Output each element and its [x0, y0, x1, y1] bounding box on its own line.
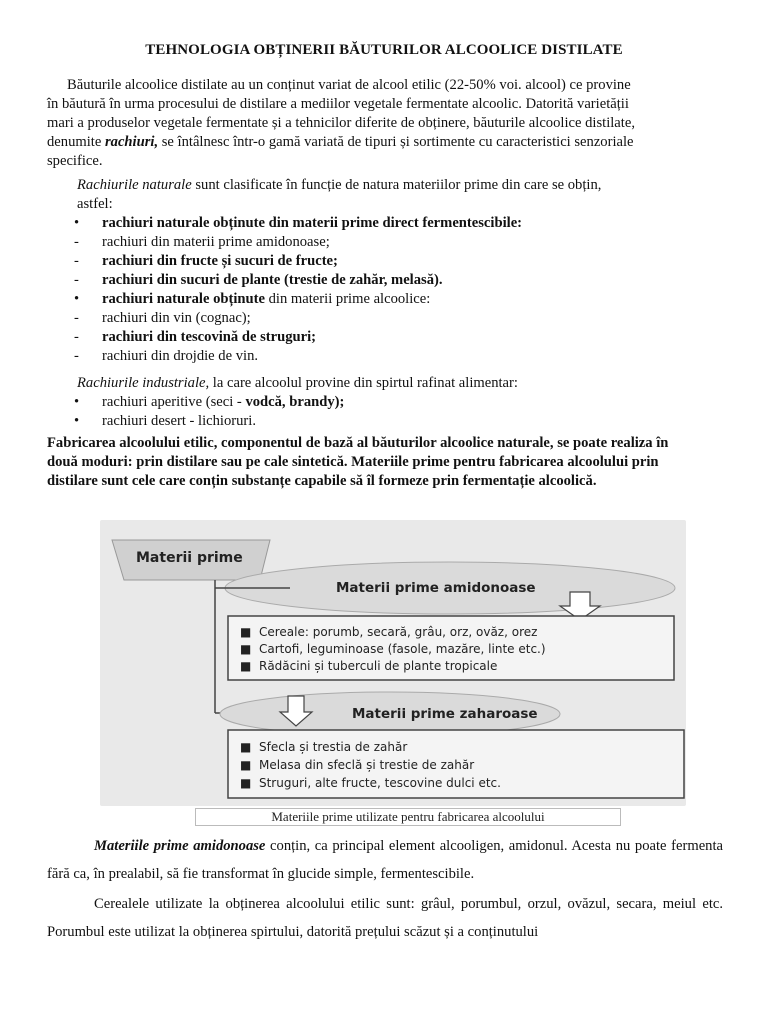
page-title: TEHNOLOGIA OBȚINERII BĂUTURILOR ALCOOLICE DISTILATE	[145, 42, 623, 58]
list-marker: -	[74, 310, 79, 326]
list-text: rachiuri aperitive (seci -	[102, 394, 246, 410]
list-text: din materii prime alcoolice:	[264, 291, 431, 307]
list-marker: -	[74, 253, 79, 269]
square-bullet-icon: ■	[240, 740, 252, 754]
group1-item: ■ Cartofi, leguminoase (fasole, mazăre, linte etc.)	[240, 642, 546, 656]
group2-item: ■ Struguri, alte fructe, tescovine dulci etc.	[240, 776, 501, 790]
amidonoase-lead: Materiile prime amidonoase	[94, 838, 266, 854]
intro-line	[47, 133, 634, 152]
raw-materials-diagram	[100, 520, 686, 806]
list-text: rachiuri din vin (cognac);	[102, 310, 251, 326]
list-marker: •	[74, 291, 80, 307]
list-item	[74, 393, 344, 412]
naturale-cont: astfel:	[77, 196, 113, 212]
intro-paragraph	[47, 76, 723, 176]
fabricare-line: două moduri: prin distilare sau pe cale sintetică. Materiile prime pentru fabricarea alcoolului prin	[47, 454, 659, 470]
list-item	[74, 347, 258, 366]
group1-item: ■ Cereale: porumb, secară, grâu, orz, ovăz, orez	[240, 625, 538, 639]
list-marker: -	[74, 348, 79, 364]
industriale-section	[47, 374, 723, 432]
list-marker: -	[74, 329, 79, 345]
fabricare-paragraph	[47, 434, 723, 494]
naturale-rest: sunt clasificate în funcție de natura materiilor prime din care se obțin,	[191, 177, 602, 193]
list-item	[74, 214, 522, 233]
list-marker: •	[74, 215, 80, 231]
square-bullet-icon: ■	[240, 776, 252, 790]
list-text: rachiuri din drojdie de vin.	[102, 348, 259, 364]
intro-line: specifice.	[47, 153, 103, 169]
list-text: rachiuri desert - lichioruri.	[102, 413, 256, 429]
amidonoase-paragraph	[47, 832, 723, 888]
list-marker: •	[74, 394, 80, 410]
intro-term-rachiuri: rachiuri,	[104, 134, 159, 150]
naturale-heading	[77, 176, 601, 195]
list-item	[74, 233, 330, 252]
figure-caption: Materiile prime utilizate pentru fabricarea alcoolului	[195, 808, 621, 826]
intro-line: în băutură în urma procesului de distilare a mediilor vegetale fermentate alcoolic. Datorită varietății	[47, 96, 629, 112]
group2-item: ■ Melasa din sfeclă și trestie de zahăr	[240, 758, 475, 772]
list-text-bold: vodcă, brandy);	[245, 394, 345, 410]
list-item	[74, 309, 251, 328]
fabricare-line: distilare sunt cele care conțin substanțe capabile să îl formeze prin fermentație alcoolică.	[47, 473, 597, 489]
group1-list	[240, 624, 546, 675]
list-text: rachiuri din sucuri de plante (trestie de zahăr, melasă).	[102, 272, 443, 288]
square-bullet-icon: ■	[240, 642, 252, 656]
diagram-root-label: Materii prime	[136, 550, 243, 566]
intro-text: denumite	[47, 134, 105, 150]
list-marker: -	[74, 234, 79, 250]
list-marker: •	[74, 413, 80, 429]
cereale-paragraph: Cerealele utilizate la obținerea alcoolului etilic sunt: grâul, porumbul, orzul, ovăzul, secara, meiul etc. Porumbul este utilizat la obținerea spirtului, datorită prețului scăzut și a conținutului	[47, 896, 723, 940]
industriale-lead: Rachiurile industriale,	[77, 375, 210, 391]
list-item	[74, 271, 443, 290]
group1-item: ■ Rădăcini și tuberculi de plante tropicale	[240, 659, 498, 673]
list-item	[74, 252, 338, 271]
square-bullet-icon: ■	[240, 659, 252, 673]
list-text: rachiuri din tescovină de struguri;	[102, 329, 317, 345]
list-item	[74, 290, 430, 309]
industriale-heading	[77, 374, 518, 393]
list-text: rachiuri din fructe și sucuri de fructe;	[102, 253, 338, 269]
naturale-section	[47, 176, 723, 372]
list-text-bold: rachiuri naturale obținute	[102, 291, 265, 307]
intro-line: Băuturile alcoolice distilate au un conținut variat de alcool etilic (22-50% voi. alcool) ce provine	[67, 77, 631, 93]
list-item	[74, 412, 256, 431]
list-text: rachiuri naturale obținute din materii prime direct fermentescibile:	[102, 215, 523, 231]
group2-list	[240, 738, 501, 792]
amidonoase-rest: conțin, ca principal element alcooligen, amidonul. Acesta nu poate fermenta fără ca, în prealabil, să fie transformat în glucide simple, fermentescibile.	[47, 838, 724, 882]
list-text: rachiuri din materii prime amidonoase;	[102, 234, 330, 250]
square-bullet-icon: ■	[240, 625, 252, 639]
group2-title: Materii prime zaharoase	[352, 706, 538, 722]
intro-text: se întâlnesc într-o gamă variată de tipuri și sortimente cu caracteristici senzoriale	[158, 134, 634, 150]
list-marker: -	[74, 272, 79, 288]
intro-line: mari a produselor vegetale fermentate și a tehnicilor diferite de obținere, băuturile alcoolice distilate,	[47, 115, 635, 131]
group1-title: Materii prime amidonoase	[336, 580, 536, 596]
square-bullet-icon: ■	[240, 758, 252, 772]
group2-item: ■ Sfecla și trestia de zahăr	[240, 740, 408, 754]
naturale-lead: Rachiurile naturale	[77, 177, 192, 193]
industriale-rest: la care alcoolul provine din spirtul rafinat alimentar:	[209, 375, 518, 391]
list-item	[74, 328, 316, 347]
fabricare-line: Fabricarea alcoolului etilic, componentul de bază al băuturilor alcoolice naturale, se poate realiza în	[47, 435, 669, 451]
